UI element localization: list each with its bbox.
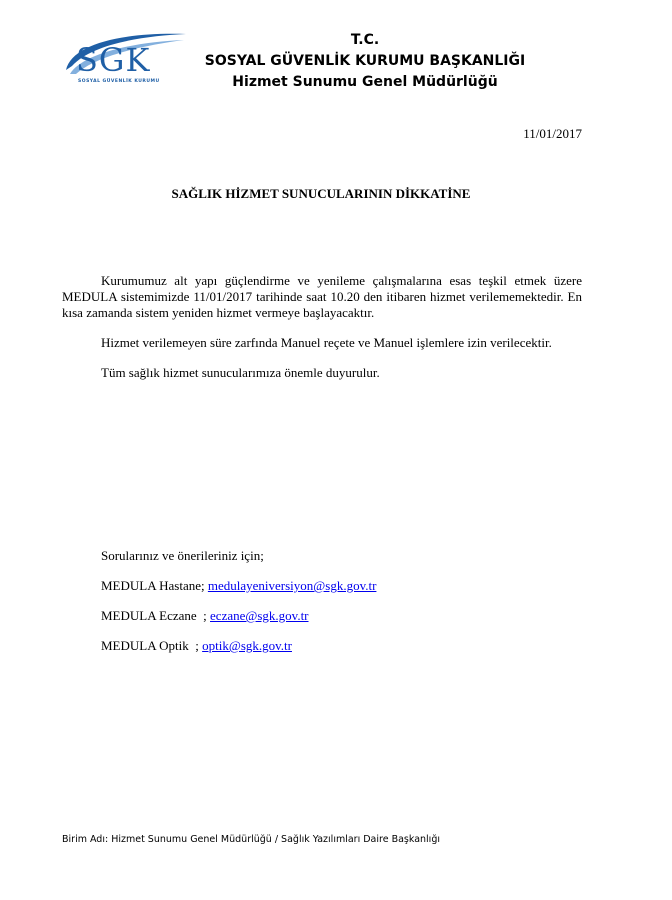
body-paragraph-2: Hizmet verilemeyen süre zarfında Manuel reçete ve Manuel işlemlere izin verilecektir. — [101, 335, 552, 350]
logo-text: SGK — [76, 41, 151, 79]
email-link-hastane[interactable]: medulayeniversiyon@sgk.gov.tr — [207, 578, 377, 593]
body-paragraph-1: Kurumumuz alt yapı güçlendirme ve yenileme çalışmalarına esas teşkil etmek üzere MEDULA sistemimizde 11/01/2017 tarihinde saat 10.20 den itibaren hizmet verilememektedir. En kısa zamanda sistem yeniden hizmet vermeye başlayacaktır. — [62, 273, 582, 320]
logo-subtext: SOSYAL GÜVENLİK KURUMU — [78, 79, 160, 84]
header-line-3: Hizmet Sunumu Genel Müdürlüğü — [232, 74, 498, 90]
document-date: 11/01/2017 — [523, 126, 582, 141]
contacts-section — [101, 548, 376, 668]
email-link-eczane[interactable]: eczane@sgk.gov.tr — [210, 608, 309, 623]
contact-label: MEDULA Eczane ; — [101, 608, 211, 623]
email-link-optik[interactable]: optik@sgk.gov.tr — [202, 638, 292, 653]
contact-item-hastane — [101, 578, 376, 594]
contacts-intro: Sorularınız ve önerileriniz için; — [101, 548, 264, 563]
sgk-logo — [62, 30, 190, 92]
body-paragraph-3: Tüm sağlık hizmet sunucularımıza önemle duyurulur. — [101, 365, 380, 380]
document-body — [62, 273, 582, 395]
letterhead — [200, 30, 530, 93]
contact-label: MEDULA Optik ; — [101, 638, 203, 653]
contact-item-optik — [101, 638, 376, 654]
contact-label: MEDULA Hastane; — [101, 578, 208, 593]
contact-item-eczane — [101, 608, 376, 624]
footer-unit-name: Birim Adı: Hizmet Sunumu Genel Müdürlüğü / Sağlık Yazılımları Daire Başkanlığı — [62, 834, 440, 845]
document-subject: SAĞLIK HİZMET SUNUCULARININ DİKKATİNE — [171, 186, 471, 201]
header-line-2: SOSYAL GÜVENLİK KURUMU BAŞKANLIĞI — [204, 53, 526, 69]
header-line-1: T.C. — [350, 32, 380, 48]
